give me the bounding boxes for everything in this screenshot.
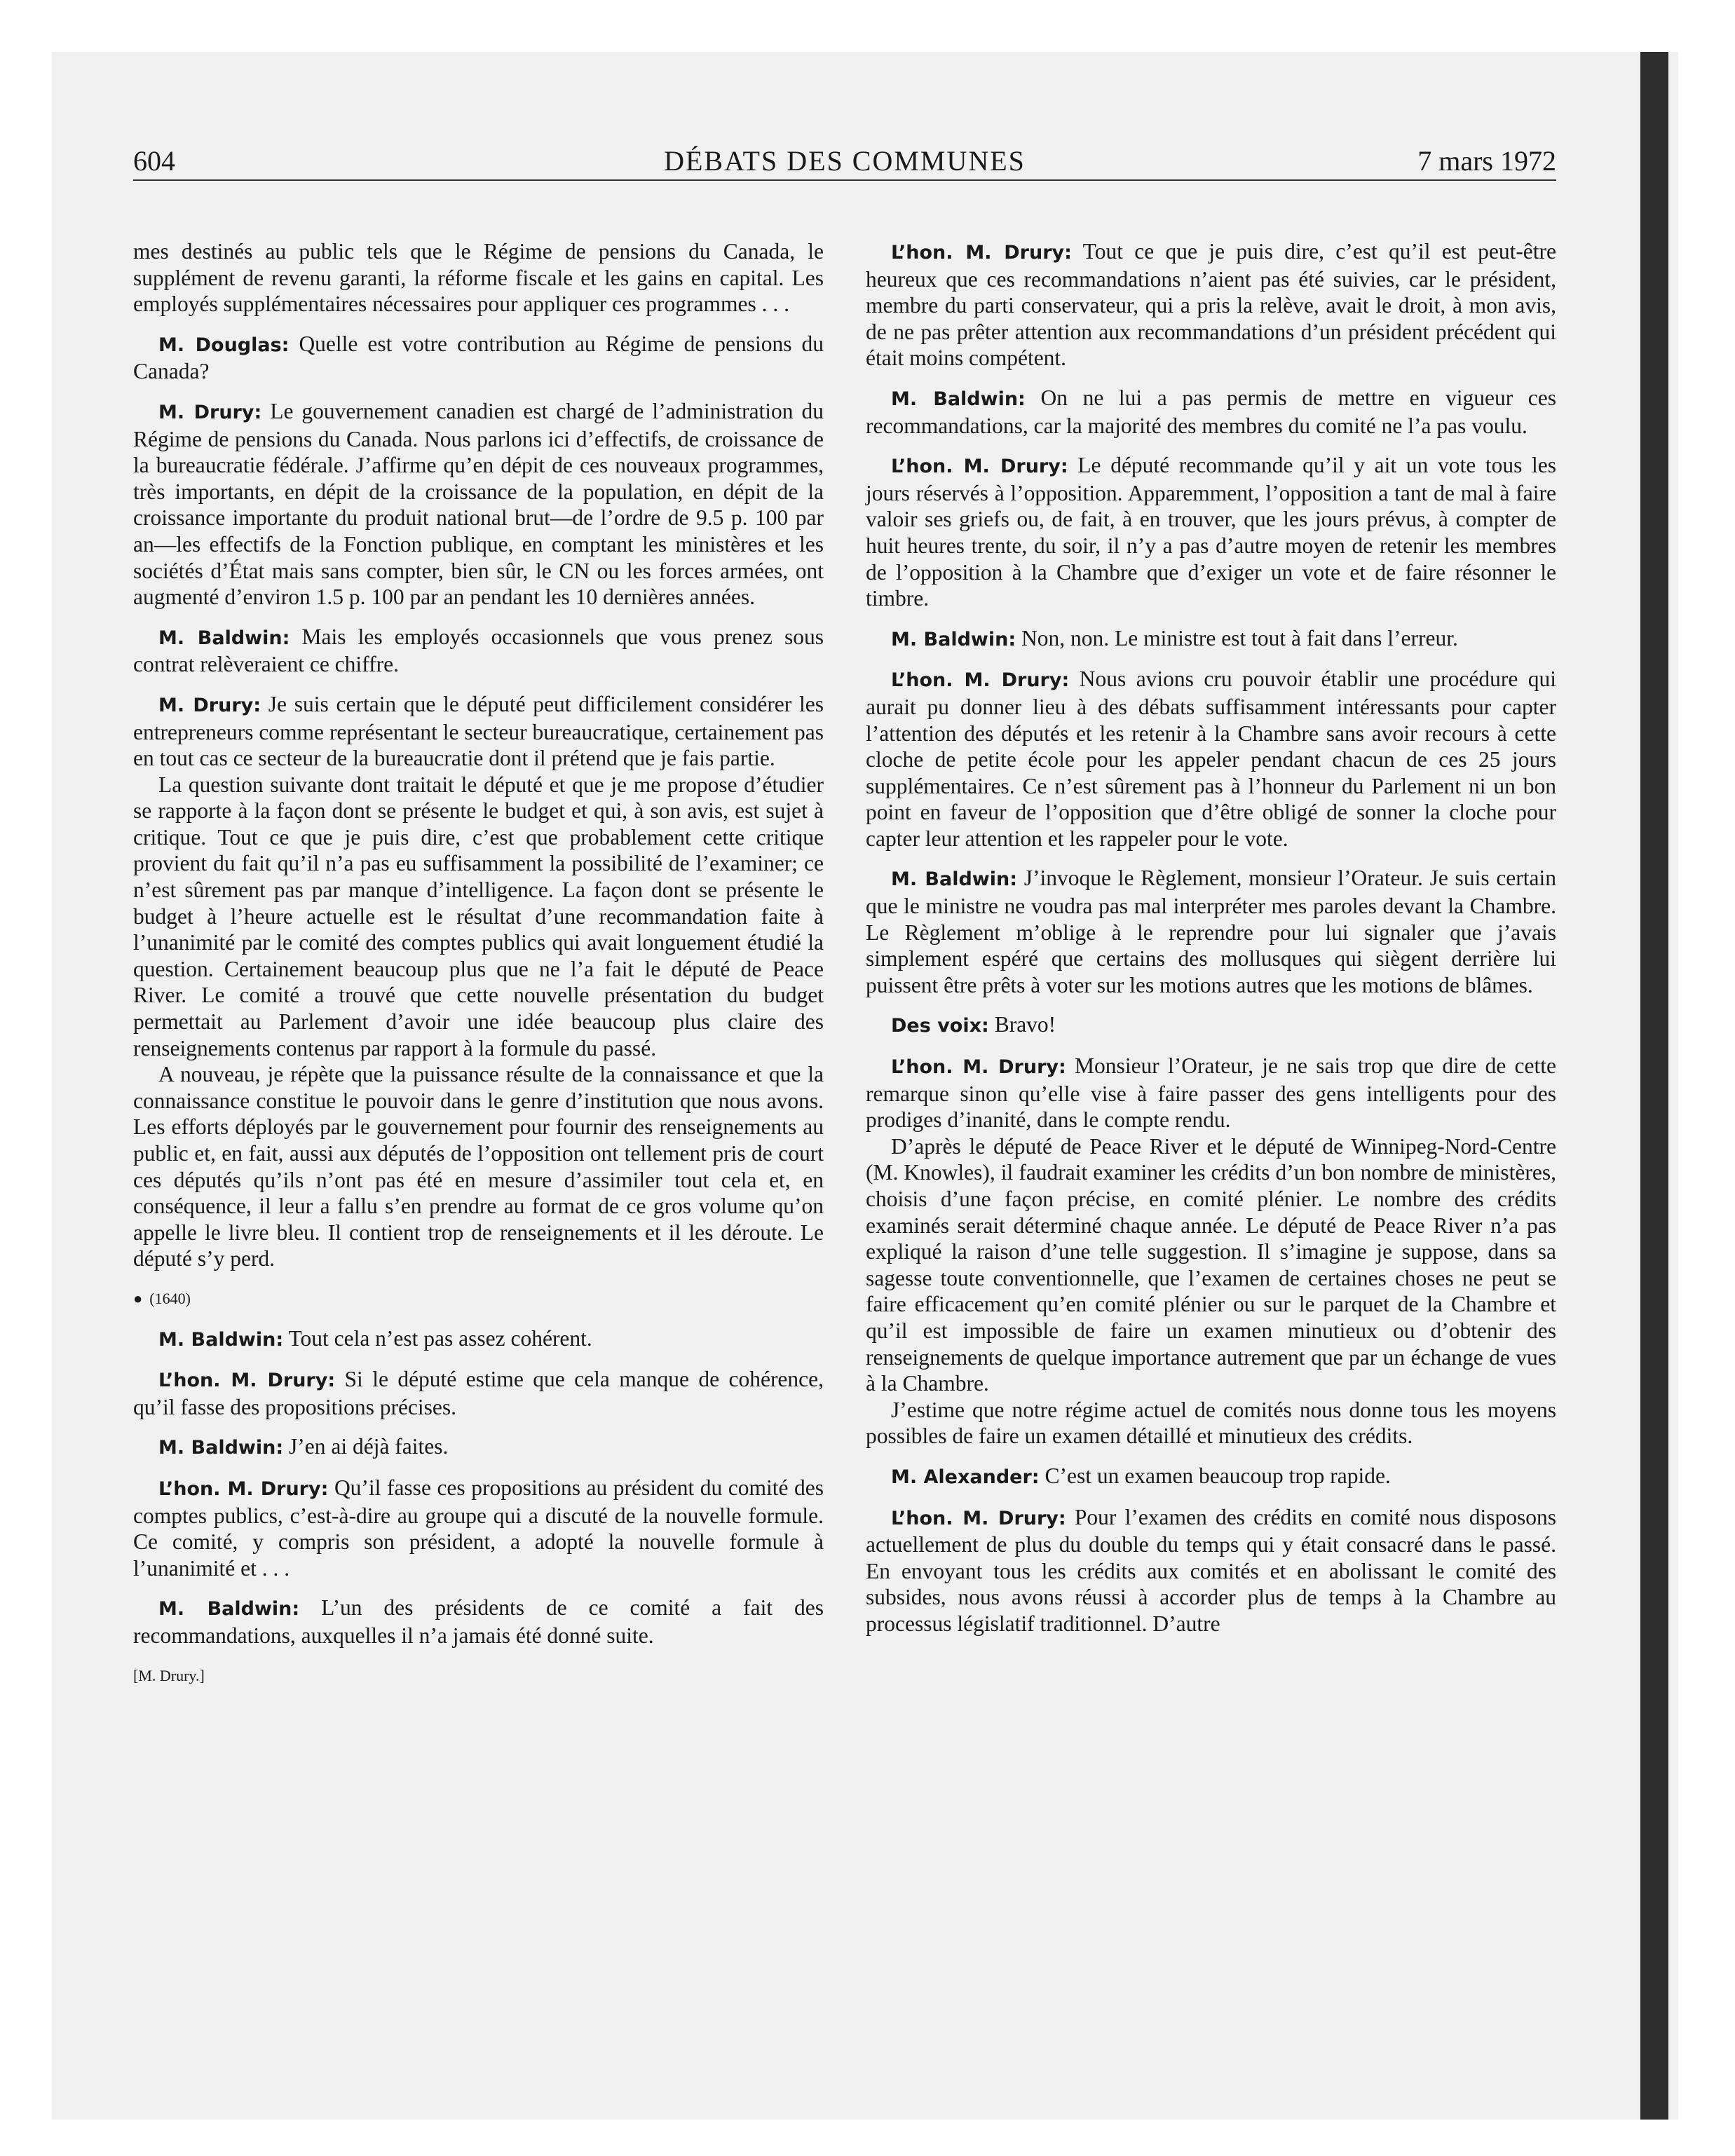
speaker-name: M. Baldwin: <box>158 1598 300 1621</box>
paragraph: M. Baldwin: J’en ai déjà faites. <box>158 1434 449 1459</box>
speaker-name: M. Baldwin: <box>158 1437 284 1459</box>
speaker-name: L’hon. M. Drury: <box>891 669 1070 692</box>
speaker-name: M. Alexander: <box>891 1466 1040 1488</box>
paragraph: M. Alexander: C’est un examen beaucoup trop rapide. <box>891 1463 1391 1488</box>
paragraph: M. Douglas: Quelle est votre contribution au Régime de pensions du Canada? <box>133 331 824 384</box>
paragraph: M. Baldwin: L’un des présidents de ce comité a fait des recommandations, auxquelles il n’a jamais été donné suite. <box>133 1595 824 1648</box>
speaker-name: M. Baldwin: <box>891 388 1026 410</box>
paragraph: J’estime que notre régime actuel de comités nous donne tous les moyens possibles de faire un examen détaillé et minutieux des crédits. <box>866 1397 1556 1449</box>
paragraph: M. Drury: Le gouvernement canadien est chargé de l’administration du Régime de pensions du Canada. Nous parlons ici d’effectifs, de croissance de la bureaucratie fédérale. J’affirme qu’en dépit de ces nouveaux programmes, très importants, en dépit de la croissance de la population, en dépit de la croissance importante du produit national brut—de l’ordre de 9.5 p. 100 par an—les effectifs de la Fonction publique, en comptant les ministères et les sociétés d’État mais sans compter, bien sûr, le CN ou les forces armées, ont augmenté d’environ 1.5 p. 100 par an pendant les 10 dernières années. <box>133 398 824 610</box>
binding-edge <box>1640 52 1668 2120</box>
paragraph: L’hon. M. Drury: Tout ce que je puis dire, c’est qu’il est peut-être heureux que ces recommandations n’aient pas été suivies, car le président, membre du parti conservateur, qui a pris la relève, avait le droit, à mon avis, de ne pas prêter attention aux recommandations d’un président précédent qui était moins compétent. <box>866 239 1557 371</box>
publication-title: DÉBATS DES COMMUNES <box>664 145 1026 177</box>
paragraph: M. Baldwin: On ne lui a pas permis de mettre en vigueur ces recommandations, car la majorité des membres du comité ne l’a pas voulu. <box>866 385 1557 438</box>
issue-date: 7 mars 1972 <box>1417 145 1556 177</box>
speaker-name: L’hon. M. Drury: <box>891 1056 1066 1079</box>
page-header <box>133 143 1556 181</box>
speaker-name: L’hon. M. Drury: <box>891 456 1068 478</box>
speaker-name: L’hon. M. Drury: <box>158 1478 329 1500</box>
left-column <box>133 238 824 1702</box>
speaker-name: L’hon. M. Drury: <box>158 1370 336 1392</box>
speaker-name: M. Douglas: <box>158 334 290 356</box>
paragraph: Des voix: Bravo! <box>891 1012 1056 1037</box>
paragraph: M. Baldwin: J’invoque le Règlement, monsieur l’Orateur. Je suis certain que le ministre ne voudra pas mal interpréter mes paroles devant la Chambre. Le Règlement m’oblige à le reprendre pour lui signaler que j’avais simplement espéré que certains des mollusques qui siègent derrière lui puissent être prêts à voter sur les motions autres que les motions de blâmes. <box>866 866 1557 997</box>
page-number: 604 <box>133 145 175 177</box>
speaker-name: L’hon. M. Drury: <box>891 1507 1066 1529</box>
speaker-attribution: [M. Drury.] <box>133 1666 205 1684</box>
speaker-name: M. Baldwin: <box>158 1328 284 1351</box>
paragraph: mes destinés au public tels que le Régime de pensions du Canada, le supplément de revenu garanti, la réforme fiscale et les gains en capital. Les employés supplémentaires nécessaires pour appliquer ces programmes . . . <box>133 239 824 317</box>
paragraph: A nouveau, je répète que la puissance résulte de la connaissance et que la connaissance constitue le pouvoir dans le genre d’institution que nous avons. Les efforts déployés par le gouvernement pour fournir des renseignements au public et, en fait, aussi aux députés de l’opposition ont tellement pris de court ces députés qu’ils n’ont pas été en mesure d’assimiler tout cela et, en conséquence, il leur a fallu s’en prendre au format de ce gros volume qu’on appelle le livre bleu. Il contient trop de renseignements et il les déroute. Le député s’y perd. <box>133 1062 824 1271</box>
paragraph: M. Baldwin: Tout cela n’est pas assez cohérent. <box>158 1325 592 1351</box>
speaker-name: M. Drury: <box>158 401 262 423</box>
paragraph: L’hon. M. Drury: Nous avions cru pouvoir établir une procédure qui aurait pu donner lieu à des débats suffisamment intéressants pour capter l’attention des députés et les retenir à la Chambre sans avoir recours à cette cloche de petite école pour les appeler pendant chacun de ces 25 jours supplémentaires. Ce n’est sûrement pas à l’honneur du Parlement ni un bon point en faveur de l’opposition que d’être obligé de sonner la cloche pour capter leur attention et les rappeler pour le vote. <box>866 667 1557 851</box>
paragraph: L’hon. M. Drury: Pour l’examen des crédits en comité nous disposons actuellement de plus du double du temps qui y était consacré dans le passé. En envoyant tous les crédits aux comités et en abolissant le comité des subsides, nous avons réussi à accorder plus de temps à la Chambre au processus législatif traditionnel. D’autre <box>866 1504 1557 1636</box>
speaker-name: M. Baldwin: <box>158 627 290 649</box>
paragraph: M. Drury: Je suis certain que le député peut difficilement considérer les entrepreneurs comme représentant le secteur bureaucratique, certainement pas en tout cas ce secteur de la bureaucratie dont il prétend que je fais partie. <box>133 691 824 771</box>
paragraph: L’hon. M. Drury: Le député recommande qu’il y ait un vote tous les jours réservés à l’opposition. Apparemment, l’opposition a tant de mal à faire valoir ses griefs ou, de fait, à en trouver, que les jours prévus, à compter de huit heures trente, du soir, il n’y a pas d’autre moyen de retenir les membres de l’opposition à la Chambre que d’exiger un vote et de faire résonner le timbre. <box>866 453 1557 611</box>
paragraph: La question suivante dont traitait le député et que je me propose d’étudier se rapporte à la façon dont se présente le budget et qui, à son avis, est sujet à critique. Tout ce que je puis dire, c’est que probablement cette critique provient du fait qu’il n’a pas eu suffisamment la possibilité de l’examiner; ce n’est sûrement pas par manque d’intelligence. La façon dont se présente le budget à l’heure actuelle est le résultat d’une recommandation faite à l’unanimité par le comité des comptes publics qui avait longuement étudié la question. Certainement beaucoup plus que ne l’a fait le député de Peace River. Le comité a trouvé que cette nouvelle présentation du budget permettait au Parlement d’avoir une idée beaucoup plus claire des renseignements contenus par rapport à la formule du passé. <box>133 772 824 1060</box>
time-marker: ● (1640) <box>133 1289 191 1307</box>
paragraph: L’hon. M. Drury: Si le député estime que cela manque de cohérence, qu’il fasse des propositions précises. <box>133 1367 824 1419</box>
right-column <box>866 238 1556 1651</box>
speaker-name: Des voix: <box>891 1015 989 1037</box>
paragraph: D’après le député de Peace River et le député de Winnipeg-Nord-Centre (M. Knowles), il faudrait examiner les crédits d’un bon nombre de ministères, choisis d’une façon précise, en comité plénier. Le nombre des crédits examinés serait déterminé chaque année. Le député de Peace River n’a pas expliqué la raison d’une telle suggestion. Il s’imagine je suppose, dans sa sagesse toute conventionnelle, que l’examen de certaines choses ne peut se faire efficacement qu’en comité plénier ou sur le parquet de la Chambre et qu’il est impossible de faire un examen minutieux ou d’obtenir des renseignements de quelque importance autrement que par un échange de vues à la Chambre. <box>866 1133 1556 1396</box>
speaker-name: M. Baldwin: <box>891 868 1017 891</box>
bullet-icon: ● <box>133 1289 143 1307</box>
speaker-name: M. Drury: <box>158 694 261 716</box>
speaker-name: L’hon. M. Drury: <box>891 242 1072 264</box>
paragraph: M. Baldwin: Non, non. Le ministre est tout à fait dans l’erreur. <box>891 625 1458 650</box>
speaker-name: M. Baldwin: <box>891 628 1016 650</box>
paragraph: L’hon. M. Drury: Monsieur l’Orateur, je ne sais trop que dire de cette remarque sinon qu’elle vise à faire passer des gens intelligents pour des prodiges d’inanité, dans le compte rendu. <box>866 1053 1557 1133</box>
paragraph: L’hon. M. Drury: Qu’il fasse ces propositions au président du comité des comptes publics, c’est-à-dire au groupe qui a discuté de la nouvelle formule. Ce comité, y compris son président, a adopté la nouvelle formule à l’unanimité et . . . <box>133 1475 824 1581</box>
paragraph: M. Baldwin: Mais les employés occasionnels que vous prenez sous contrat relèveraient ce chiffre. <box>133 624 824 677</box>
